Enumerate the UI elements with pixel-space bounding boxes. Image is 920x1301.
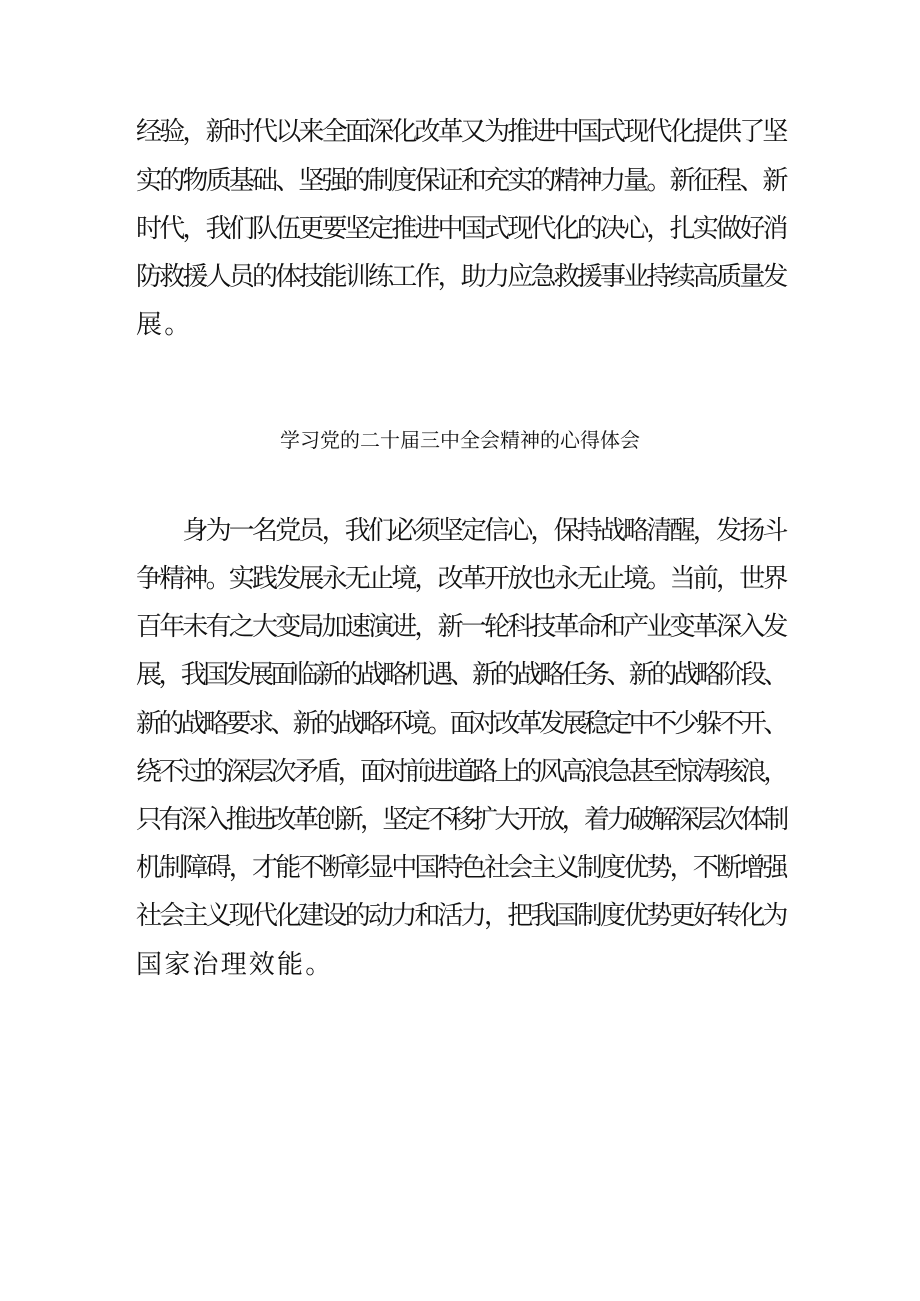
text-line: 机制障碍，才能不断彰显中国特色社会主义制度优势，不断增强	[136, 853, 786, 883]
text-line: 争精神。实践发展永无止境，改革开放也永无止境。当前，世界	[136, 564, 786, 594]
text-line: 身为一名党员，我们必须坚定信心，保持战略清醒，发扬斗	[136, 516, 786, 546]
text-line: 展。	[136, 310, 193, 340]
text-line: 国家治理效能。	[136, 950, 334, 980]
text-line: 社会主义现代化建设的动力和活力，把我国制度优势更好转化为	[136, 901, 786, 931]
text-line: 只有深入推进改革创新，坚定不移扩大开放，着力破解深层次体制	[136, 805, 786, 835]
text-line: 经验，新时代以来全面深化改革又为推进中国式现代化提供了坚	[136, 117, 786, 147]
article-title: 学习党的二十届三中全会精神的心得体会	[280, 428, 640, 452]
text-line: 实的物质基础、坚强的制度保证和充实的精神力量。新征程、新	[136, 166, 786, 196]
text-line: 新的战略要求、新的战略环境。面对改革发展稳定中不少躲不开、	[136, 709, 786, 739]
text-line: 展，我国发展面临新的战略机遇、新的战略任务、新的战略阶段、	[136, 660, 786, 690]
text-line: 防救援人员的体技能训练工作，助力应急救援事业持续高质量发	[136, 262, 786, 292]
text-line: 百年未有之大变局加速演进，新一轮科技革命和产业变革深入发	[136, 612, 786, 642]
text-line: 绕不过的深层次矛盾，面对前进道路上的风高浪急甚至惊涛骇浪，	[136, 757, 786, 787]
text-line: 时代，我们队伍更要坚定推进中国式现代化的决心，扎实做好消	[136, 214, 786, 244]
